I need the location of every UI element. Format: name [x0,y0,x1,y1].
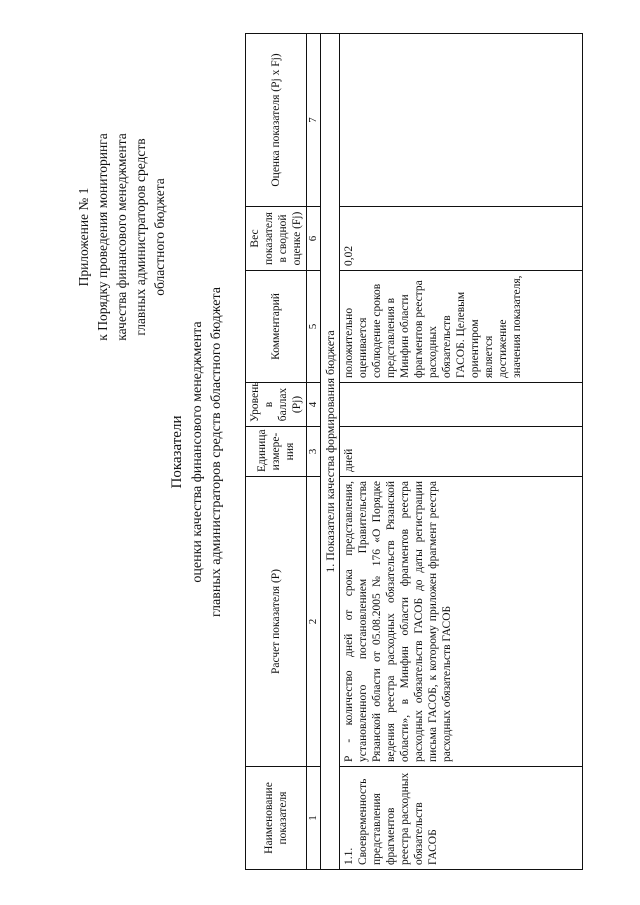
header-weight: Вес показателя в сводной оценке (Fj) [246,207,307,271]
indicator-name-cell: 1.1. Своевременность представления фрагментов реестра расходных обязательств ГАСОБ [340,767,583,870]
score-cell [340,34,583,207]
appendix-line: качества финансового менеджмента [114,133,129,341]
table-row [340,34,583,870]
column-number-row [307,34,321,870]
calculation-cell: P - количество дней от срока представления, установленного постановлением Правительства Рязанской области от 05.08.2005 № 176 «О Порядке ведения реестра расходных обязательств Рязанской области», в Минфин области фрагментов реестра расходных обязательств ГАСОБ до даты регистрации письма ГАСОБ, к которому приложен фрагмент реестра расходных обязательств ГАСОБ [340,477,583,767]
section-row [321,34,340,870]
header-score: Оценка показателя (Pj x Fj) [246,34,307,207]
header-level-points: Уровень в баллах (Pj) [246,383,307,427]
header-unit: Единица измере-ния [246,427,307,477]
column-number: 3 [307,427,321,477]
column-number: 5 [307,271,321,383]
comment-cell: положительно оценивается соблюдение сроков представления в Минфин области фрагментов реестра расходных обязательств ГАСОБ. Целевым ориентиром является достижение значения показателя, [340,271,583,383]
document-heading [168,27,226,877]
header-calculation: Расчет показателя (P) [246,477,307,767]
column-number: 6 [307,207,321,271]
column-number: 7 [307,34,321,207]
document-subtitle: оценки качества финансового менеджмента [190,321,205,583]
document-title: Показатели [169,415,185,489]
appendix-line: к Порядку проведения мониторинга [95,133,110,341]
level-cell [340,383,583,427]
section-title: 1. Показатели качества формирования бюджета [321,34,340,870]
column-number: 2 [307,477,321,767]
column-number: 1 [307,767,321,870]
appendix-line: главных администраторов средств [133,138,148,336]
weight-cell: 0,02 [340,207,583,271]
header-comment: Комментарий [246,271,307,383]
table-header-row [246,34,307,870]
unit-cell: дней [340,427,583,477]
column-number: 4 [307,383,321,427]
rotated-page [40,27,600,877]
document-subtitle: главных администраторов средств областного бюджета [209,287,224,618]
header-indicator-name: Наименование показателя [246,767,307,870]
indicators-table [245,33,583,870]
appendix-line: областного бюджета [152,178,167,296]
appendix-reference [74,52,169,422]
appendix-line: Приложение № 1 [76,187,91,287]
